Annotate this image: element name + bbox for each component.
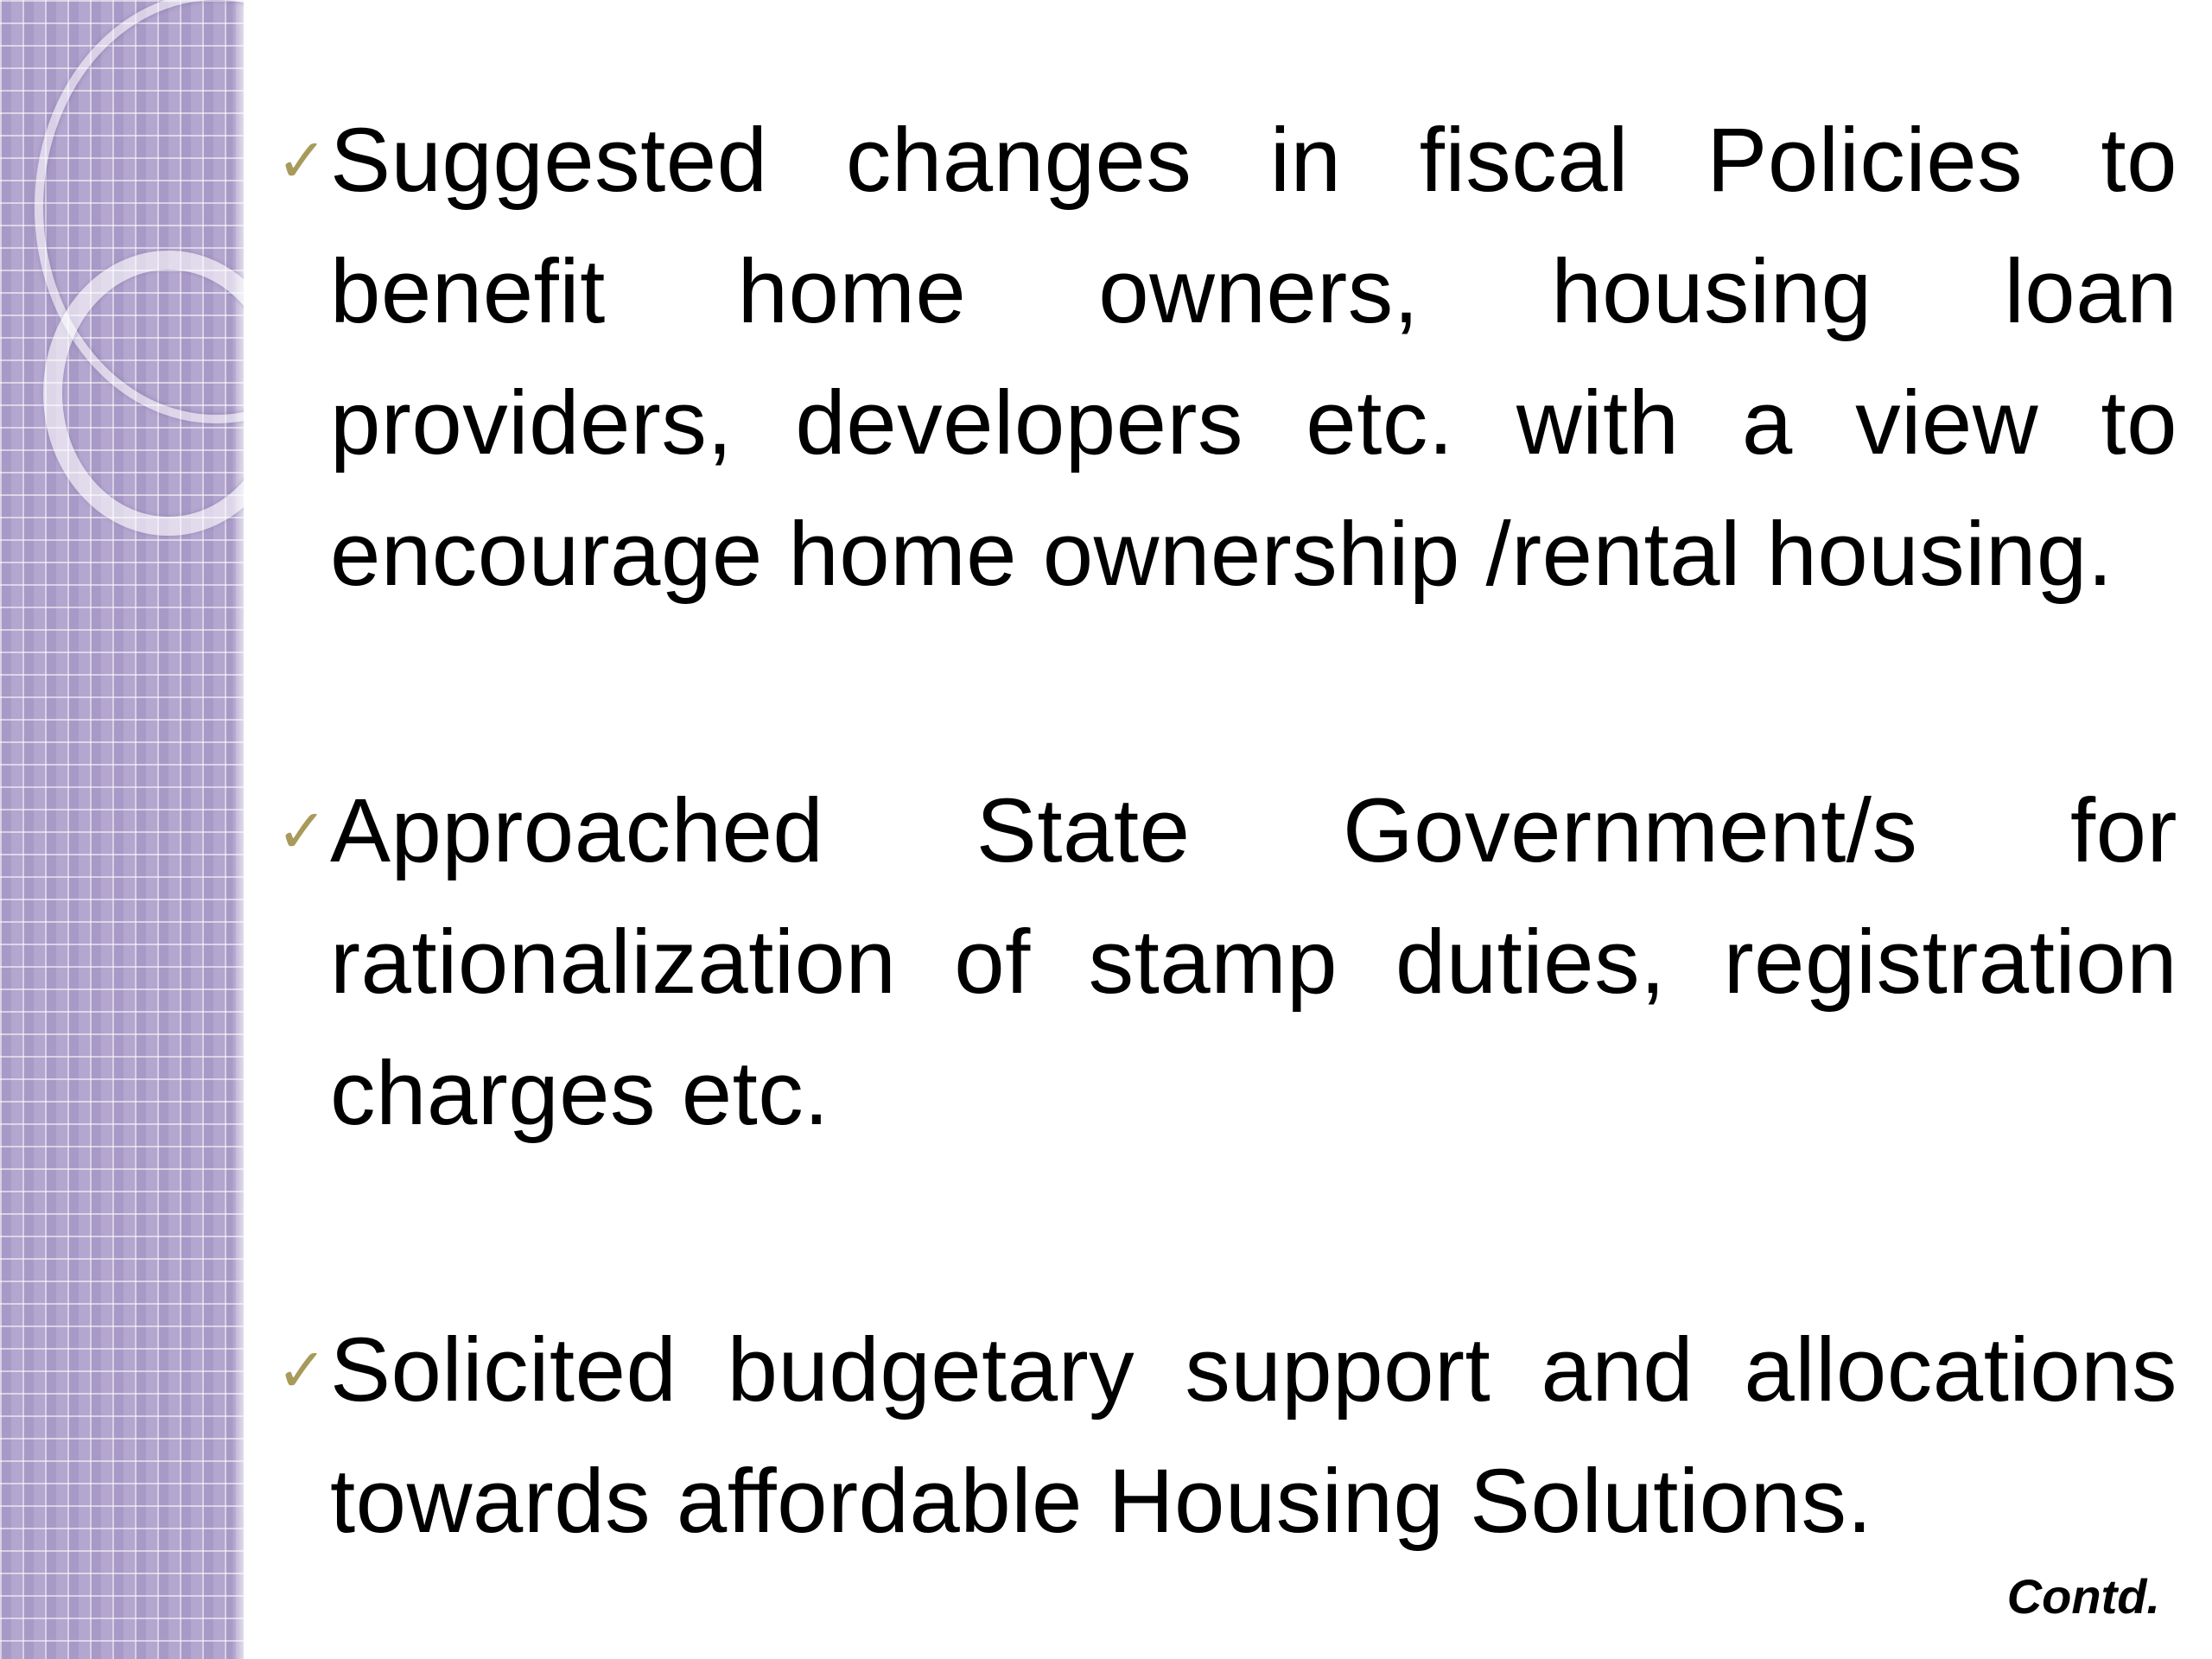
bullet-text: Suggested changes in fiscal Policies to benefit home owners, housing loan providers, developers etc. with a view to encourage home ownership /rental housing. <box>330 110 2177 605</box>
slide-content <box>276 95 2177 1567</box>
bullet-item <box>276 95 2177 620</box>
bullet-text: Solicited budgetary support and allocations towards affordable Housing Solutions. <box>330 1319 2177 1552</box>
continued-label: Contd. <box>2006 1569 2160 1624</box>
bullet-item <box>276 766 2177 1160</box>
bullet-item <box>276 1305 2177 1567</box>
check-icon: ✓ <box>276 1335 328 1406</box>
decorative-side-band <box>0 0 244 1659</box>
bullet-text: Approached State Government/s for rationalization of stamp duties, registration charges etc. <box>330 780 2177 1144</box>
check-icon: ✓ <box>276 796 328 867</box>
check-icon: ✓ <box>276 125 328 196</box>
